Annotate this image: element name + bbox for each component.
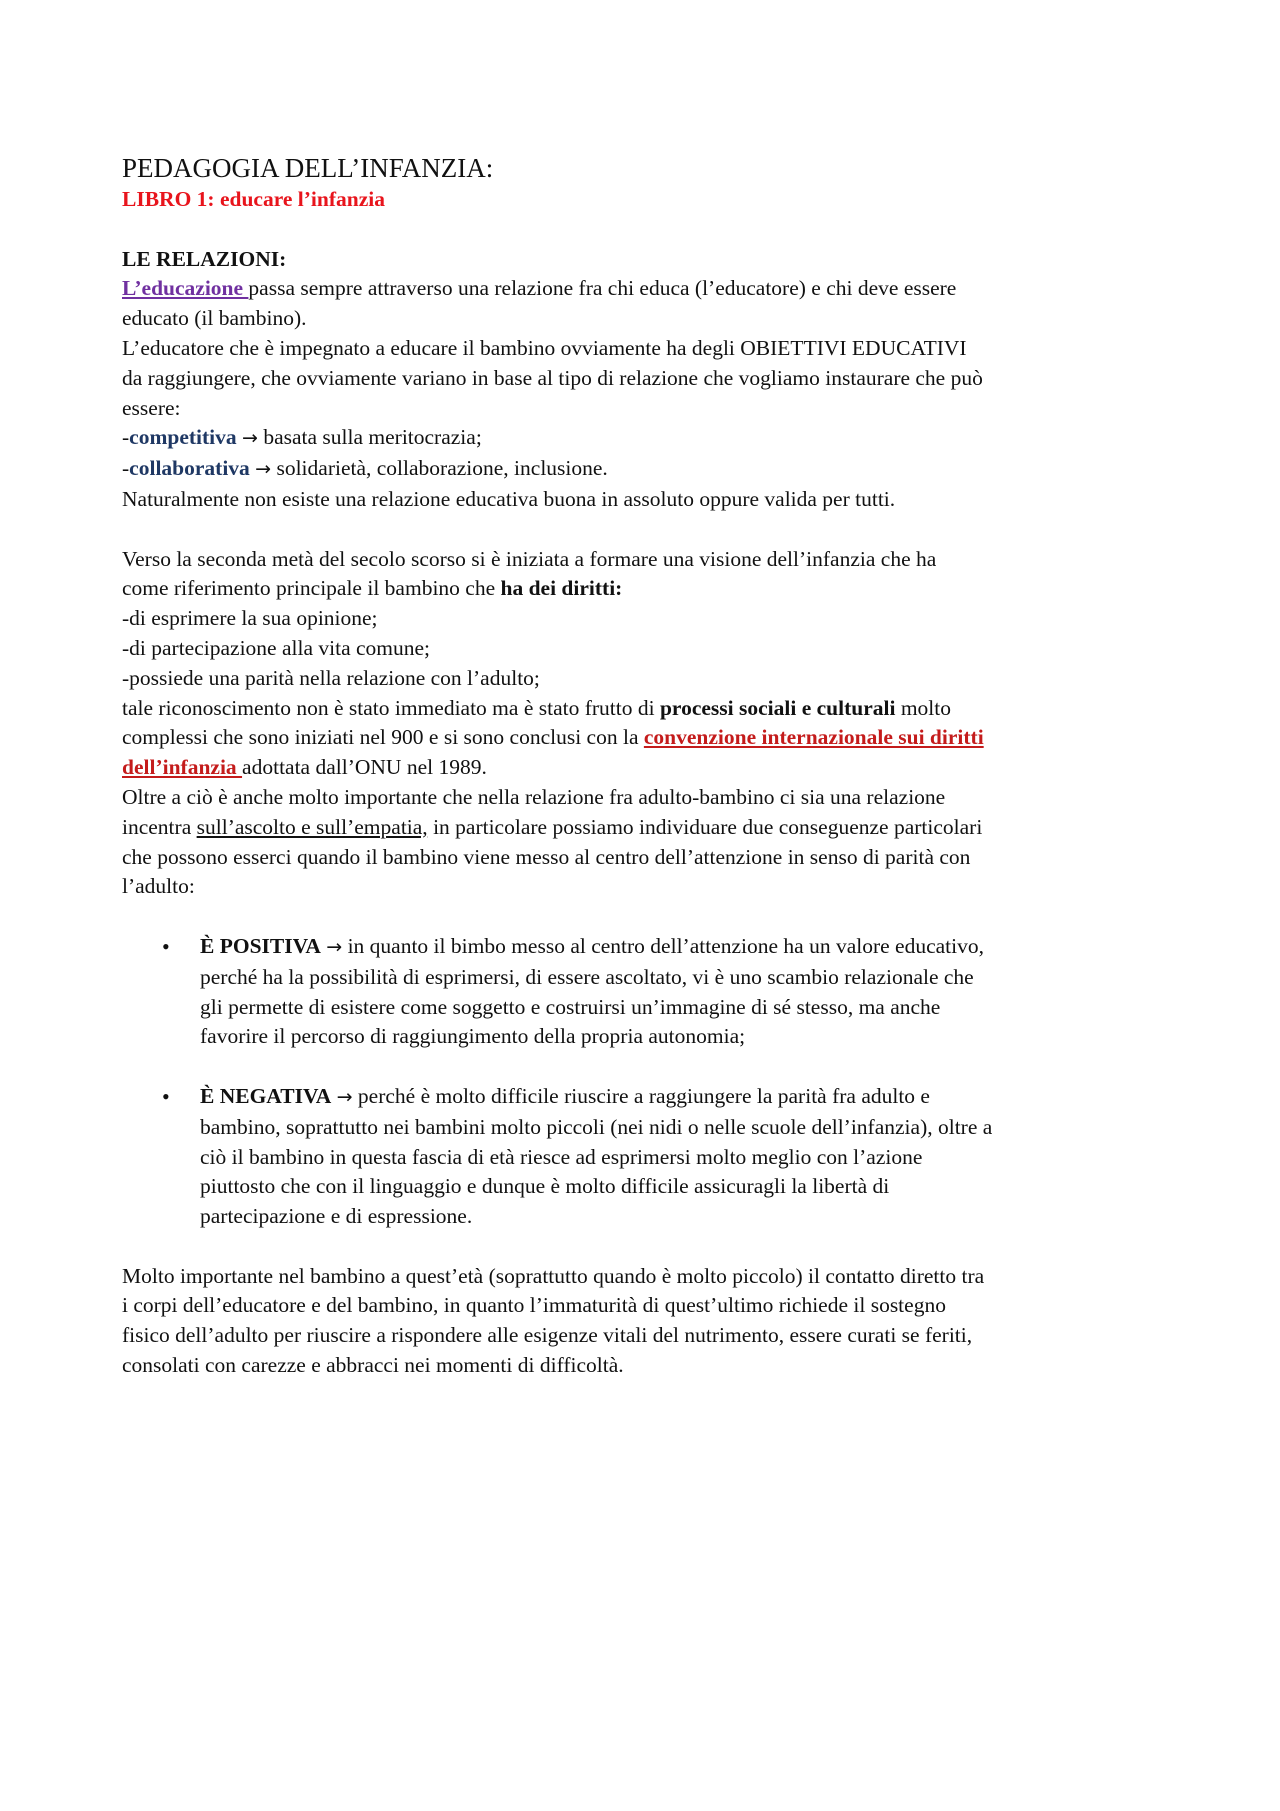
text-span: basata sulla meritocrazia;: [257, 425, 482, 450]
underlined-ascolto: sull’ascolto e sull’empatia,: [196, 814, 428, 839]
list-item: -di partecipazione alla vita comune;: [122, 635, 431, 660]
text-line: ciò il bambino in questa fascia di età riesce ad esprimersi molto meglio con l’azione: [200, 1144, 923, 1169]
text-line: favorire il percorso di raggiungimento della propria autonomia;: [200, 1024, 746, 1049]
text-line: [122, 753, 1172, 783]
text-line: Molto importante nel bambino a quest’età (soprattutto quando è molto piccolo) il contatto diretto tra: [122, 1263, 985, 1288]
text-line: [122, 723, 1172, 753]
text-line: consolati con carezze e abbracci nei momenti di difficoltà.: [122, 1353, 624, 1378]
text-span: come riferimento principale il bambino che: [122, 576, 501, 601]
text-line: che possono esserci quando il bambino viene messo al centro dell’attenzione in senso di parità con: [122, 844, 971, 869]
text-line: fisico dell’adulto per riuscire a rispondere alle esigenze vitali del nutrimento, essere curati se feriti,: [122, 1323, 973, 1348]
text-span: adottata dall’ONU nel 1989.: [242, 755, 487, 780]
paragraph-rights: [122, 545, 1172, 903]
bold-processi: processi sociali e culturali: [659, 695, 896, 720]
text-line: [122, 574, 1172, 604]
book-subtitle: LIBRO 1: educare l’infanzia: [122, 187, 385, 211]
text-line: i corpi dell’educatore e del bambino, in quanto l’immaturità di quest’ultimo richiede il sostegno: [122, 1293, 946, 1318]
bold-diritti: ha dei diritti:: [500, 576, 623, 601]
list-item-collaborativa: [122, 454, 1172, 485]
text-line: Verso la seconda metà del secolo scorso si è iniziata a formare una visione dell’infanzia che ha: [122, 546, 937, 571]
convenzione-link[interactable]: convenzione internazionale sui diritti: [643, 725, 984, 750]
bullet-dot: •: [162, 933, 170, 959]
term-competitiva: competitiva: [129, 425, 237, 450]
label-negativa: È NEGATIVA: [200, 1083, 332, 1108]
convenzione-link-cont[interactable]: dell’infanzia: [122, 755, 243, 780]
spacer: [122, 215, 1172, 245]
text-line: l’adulto:: [122, 874, 195, 899]
arrow-right-icon: →: [336, 1085, 353, 1108]
document-title: PEDAGOGIA DELL’INFANZIA:: [122, 153, 494, 183]
section-heading: LE RELAZIONI:: [122, 246, 287, 271]
arrow-right-icon: →: [242, 427, 258, 450]
list-item: -di esprimere la sua opinione;: [122, 606, 378, 631]
spacer: [122, 1052, 1172, 1082]
spacer: [122, 515, 1172, 545]
text-span: molto: [895, 695, 951, 720]
document-page: [122, 152, 1172, 1381]
text-span: passa sempre attraverso una relazione fra chi educa (l’educatore) e chi deve essere: [248, 276, 957, 301]
label-positiva: È POSITIVA: [200, 933, 321, 958]
text-line: Naturalmente non esiste una relazione educativa buona in assoluto oppure valida per tutti.: [122, 486, 896, 511]
text-line: Oltre a ciò è anche molto importante che nella relazione fra adulto-bambino ci sia una relazione: [122, 784, 946, 809]
text-span: incentra: [122, 814, 197, 839]
text-line: gli permette di esistere come soggetto e costruirsi un’immagine di sé stesso, ma anche: [200, 994, 941, 1019]
text-line: [122, 694, 1172, 724]
dash: -: [122, 456, 130, 481]
text-line: [122, 274, 1172, 304]
text-line: piuttosto che con il linguaggio e dunque è molto difficile assicuragli la libertà di: [200, 1174, 890, 1199]
text-span: perché è molto difficile riuscire a raggiungere la parità fra adulto e: [352, 1083, 930, 1108]
text-line: essere:: [122, 395, 181, 420]
educazione-link[interactable]: L’educazione: [122, 276, 249, 301]
text-line: [200, 932, 1172, 963]
text-line: perché ha la possibilità di esprimersi, di essere ascoltato, vi è uno scambio relazionale che: [200, 964, 974, 989]
term-collaborativa: collaborativa: [129, 456, 250, 481]
text-span: tale riconoscimento non è stato immediato ma è stato frutto di: [122, 695, 660, 720]
bullet-positiva: [122, 932, 1172, 1052]
list-item-competitiva: [122, 423, 1172, 454]
dash: -: [122, 425, 130, 450]
arrow-right-icon: →: [255, 458, 272, 481]
text-line: educato (il bambino).: [122, 306, 307, 331]
text-span: complessi che sono iniziati nel 900 e si sono conclusi con la: [122, 725, 644, 750]
bullet-dot: •: [162, 1083, 170, 1109]
spacer: [122, 902, 1172, 932]
bullet-negativa: [122, 1082, 1172, 1232]
text-line: L’educatore che è impegnato a educare il bambino ovviamente ha degli OBIETTIVI EDUCATIVI: [122, 335, 967, 360]
arrow-right-icon: →: [326, 935, 343, 958]
text-line: [122, 813, 1172, 843]
paragraph-relations: [122, 274, 1172, 514]
spacer: [122, 1232, 1172, 1262]
list-item: -possiede una parità nella relazione con l’adulto;: [122, 665, 540, 690]
text-line: partecipazione e di espressione.: [200, 1204, 473, 1229]
text-span: in particolare possiamo individuare due conseguenze particolari: [427, 814, 983, 839]
text-line: da raggiungere, che ovviamente variano in base al tipo di relazione che vogliamo instaurare che può: [122, 365, 983, 390]
paragraph-contact: [122, 1262, 1172, 1381]
text-line: [200, 1082, 1172, 1113]
text-span: in quanto il bimbo messo al centro dell’attenzione ha un valore educativo,: [342, 933, 985, 958]
text-line: bambino, soprattutto nei bambini molto piccoli (nei nidi o nelle scuole dell’infanzia), oltre a: [200, 1114, 993, 1139]
text-span: solidarietà, collaborazione, inclusione.: [271, 456, 608, 481]
